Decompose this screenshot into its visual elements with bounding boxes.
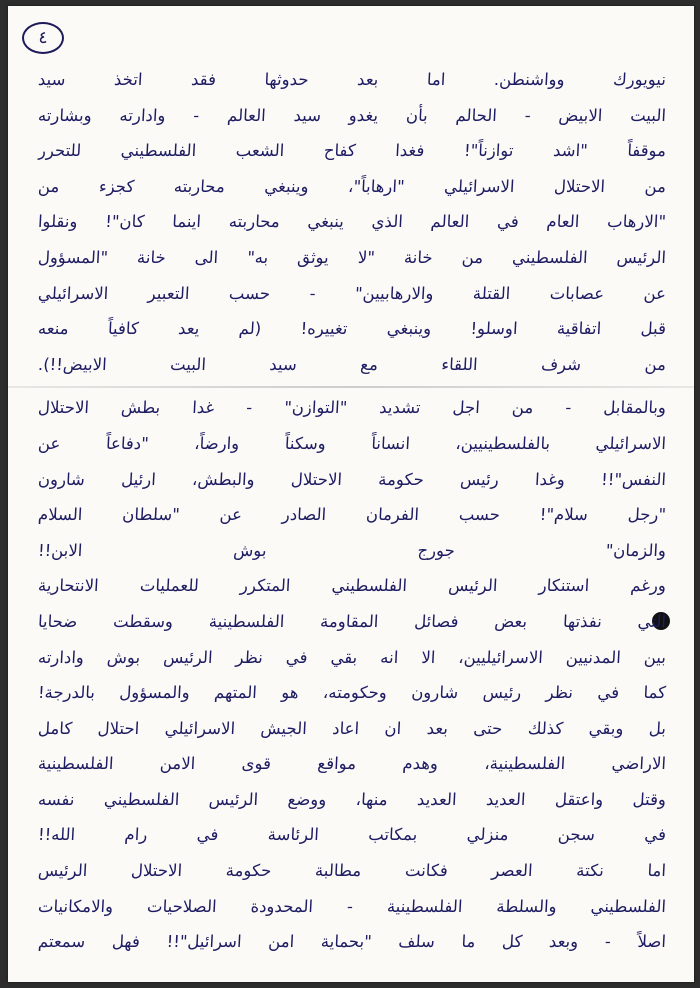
text-line: وبالمقابل - من اجل تشديد "التوازن" - غدا بطش الاحتلال (37, 398, 667, 418)
text-line: النفس"!! وغدا رئيس حكومة الاحتلال والبطش، ارئيل شارون (37, 469, 667, 489)
text-line: والزمان" جورج بوش الابن!! (37, 540, 667, 560)
text-line: البيت الابيض - الحالم بأن يغدو سيد العالم - وادارته وبشارته (37, 105, 667, 125)
page-number: ٤ (22, 22, 64, 54)
text-line: "الارهاب العام في العالم الذي ينبغي محاربته اينما كان"! ونقلوا (37, 212, 667, 232)
text-line: الاسرائيلي بالفلسطينيين، انساناً وسكناً وارضاً، "دفاعاً عن (37, 433, 667, 453)
text-line: نيويورك وواشنطن. اما بعد حدوثها فقد اتخذ سيد (37, 70, 667, 89)
text-line: عن عصابات القتلة والارهابيين" - حسب التعبير الاسرائيلي (37, 283, 667, 303)
text-line: بل وبقي كذلك حتى بعد ان اعاد الجيش الاسرائيلي احتلال كامل (37, 718, 667, 738)
text-line: الرئيس الفلسطيني من خانة "لا يوثق به" الى خانة "المسؤول (37, 247, 667, 267)
text-line: الاراضي الفلسطينية، وهدم مواقع قوى الامن الفلسطينية (37, 754, 667, 774)
text-line: كما في نظر رئيس شارون وحكومته، هو المتهم والمسؤول بالدرجة! (37, 683, 667, 703)
handwritten-text (38, 62, 666, 960)
text-line: موقفاً "اشد توازناً"! فغدا كفاح الشعب الفلسطيني للتحرر (37, 141, 667, 161)
text-line: ورغم استنكار الرئيس الفلسطيني المتكرر للعمليات الانتحارية (37, 576, 667, 596)
text-line: الفلسطيني والسلطة الفلسطينية - المحدودة الصلاحيات والامكانيات (37, 896, 667, 916)
text-line: من الاحتلال الاسرائيلي "ارهاباً"، وينبغي محاربته كجزء من (37, 176, 667, 196)
text-line: بين المدنيين الاسرائيليين، الا انه بقي في نظر الرئيس بوش وادارته (37, 647, 667, 667)
text-line: التي نفذتها بعض فصائل المقاومة الفلسطينية وسقطت ضحايا (37, 611, 667, 631)
text-line: اصلاً - وبعد كل ما سلف "بحماية امن اسرائيل"!! فهل سمعتم (37, 932, 667, 952)
text-line: من شرف اللقاء مع سيد البيت الابيض!!). (37, 354, 667, 374)
text-line: "رجل سلام"! حسب الفرمان الصادر عن "سلطان السلام (37, 505, 667, 525)
text-line: وقتل واعتقل العديد العديد منها، ووضع الرئيس الفلسطيني نفسه (37, 789, 667, 809)
text-line: في سجن منزلي بمكاتب الرئاسة في رام الله!! (37, 825, 667, 845)
text-line: قبل اتفاقية اوسلو! وينبغي تغييره! (لم يعد كافياً منعه (37, 319, 667, 339)
text-line: اما نكتة العصر فكانت مطالبة حكومة الاحتلال الرئيس (37, 861, 667, 881)
document-page (8, 6, 694, 982)
